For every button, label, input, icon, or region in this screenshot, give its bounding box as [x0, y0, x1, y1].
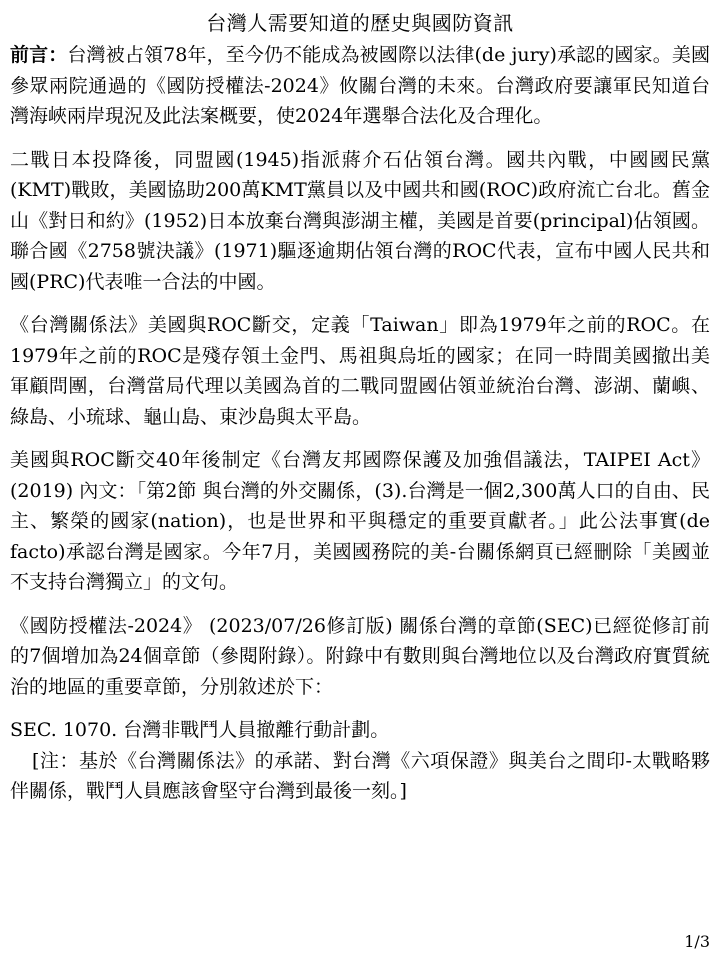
preface-label: 前言： — [10, 44, 68, 66]
paragraph-taipei-act: 美國與ROC斷交40年後制定《台灣友邦國際保護及加強倡議法，TAIPEI Act》(2019) 內文：「第2節 與台灣的外交關係，(3).台灣是一個2,300萬人口的自由、民主、繁榮的國家(nation)，也是世界和平與穩定的重要貢獻者。」此公法事實(de facto)承認台灣是國家。今年7月，美國國務院的美-台關係網頁已經刪除「美國並不支持台灣獨立」的文句。 — [10, 449, 710, 593]
document-title: 台灣人需要知道的歷史與國防資訊 — [206, 11, 514, 35]
paragraph-taiwan-relations-act: 《台灣關係法》美國與ROC斷交，定義「Taiwan」即為1979年之前的ROC。在1979年之前的ROC是殘存領土金門、馬祖與烏坵的國家；在同一時間美國撤出美軍顧問團，台灣當局代理以美國為首的二戰同盟國佔領並統治台灣、澎湖、蘭嶼、綠島、小琉球、龜山島、東沙島與太平島。 — [10, 314, 710, 428]
document-page — [10, 8, 710, 952]
paragraph-ww2-history: 二戰日本投降後，同盟國(1945)指派蔣介石佔領台灣。國共內戰，中國國民黨(KMT)戰敗，美國協助200萬KMT黨員以及中國共和國(ROC)政府流亡台北。舊金山《對日和約》(1952)日本放棄台灣與澎湖主權，美國是首要(principal)佔領國。聯合國《2758號決議》(1971)驅逐逾期佔領台灣的ROC代表，宣布中國人民共和國(PRC)代表唯一合法的中國。 — [10, 148, 710, 293]
note-paragraph: [注：基於《台灣關係法》的承諾、對台灣《六項保證》與美台之間印-太戰略夥伴關係，戰鬥人員應該會堅守台灣到最後一刻。] — [10, 749, 710, 802]
page-number: 1/3 — [684, 932, 710, 951]
preface-paragraph — [10, 40, 710, 132]
section-heading-1070: SEC. 1070. 台灣非戰鬥人員撤離行動計劃。 — [10, 719, 390, 741]
paragraph-ndaa-2024: 《國防授權法-2024》 (2023/07/26修訂版) 關係台灣的章節(SEC)已經從修訂前的7個增加為24個章節（參閱附錄）。附錄中有數則與台灣地位以及台灣政府實質統治的地區的重要章節，分別敘述於下： — [10, 614, 710, 698]
preface-text: 台灣被占領78年，至今仍不能成為被國際以法律(de jury)承認的國家。美國參眾兩院通過的《國防授權法-2024》攸關台灣的未來。台灣政府要讓軍民知道台灣海峽兩岸現況及此法案概要，使2024年選舉合法化及合理化。 — [10, 44, 710, 127]
